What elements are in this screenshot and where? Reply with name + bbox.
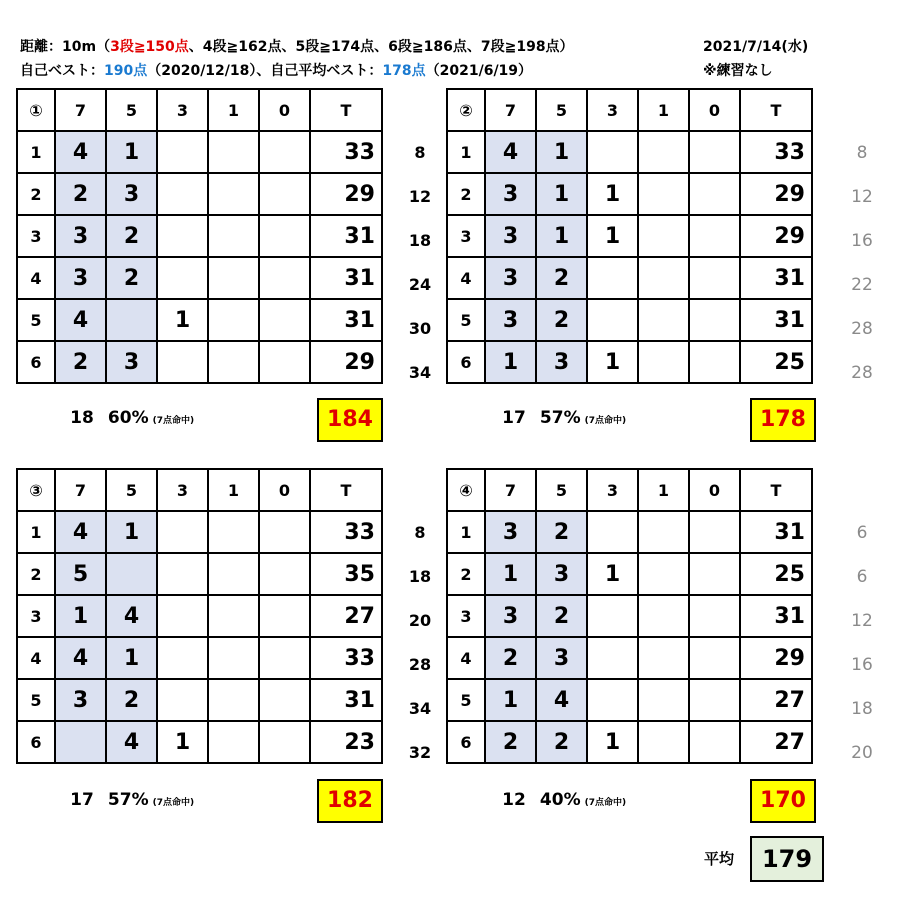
- count-5: 2: [536, 257, 587, 299]
- cumulative-hits: 6: [856, 523, 868, 543]
- count-3: [587, 511, 638, 553]
- count-5: 3: [106, 173, 157, 215]
- end-number: 5: [447, 299, 485, 341]
- count-3: [157, 553, 208, 595]
- round-4-table: [446, 468, 813, 764]
- cumulative-hits: 16: [851, 231, 873, 251]
- count-3: 1: [587, 721, 638, 763]
- round-2-label: ②: [447, 89, 485, 131]
- cumulative-hits: 6: [856, 567, 868, 587]
- count-3: [587, 637, 638, 679]
- count-1: [208, 299, 259, 341]
- table-row: [17, 257, 382, 299]
- end-number: 6: [447, 721, 485, 763]
- end-total: 25: [740, 553, 812, 595]
- col-0-header: 0: [689, 89, 740, 131]
- col-3-header: 3: [157, 469, 208, 511]
- cumulative-hits: 18: [408, 231, 432, 250]
- count-0: [689, 257, 740, 299]
- end-number: 2: [17, 173, 55, 215]
- round-3-label: ③: [17, 469, 55, 511]
- end-total: 31: [740, 511, 812, 553]
- practice-note: ※練習なし: [703, 63, 773, 79]
- count-0: [689, 215, 740, 257]
- cumulative-hits: 24: [408, 275, 432, 294]
- count-1: [208, 679, 259, 721]
- count-0: [259, 679, 310, 721]
- hit-count: 17: [70, 790, 94, 810]
- personal-best: 190点: [104, 63, 148, 79]
- session-date: 2021/7/14(水): [703, 39, 809, 55]
- count-5: 1: [106, 131, 157, 173]
- count-1: [638, 299, 689, 341]
- cumulative-hits: 8: [414, 523, 426, 542]
- table-row: [17, 299, 382, 341]
- end-total: 29: [310, 173, 382, 215]
- col-3-header: 3: [587, 469, 638, 511]
- count-1: [638, 595, 689, 637]
- cumulative-hits: 32: [408, 743, 432, 762]
- end-total: 31: [310, 299, 382, 341]
- count-5: 1: [536, 215, 587, 257]
- cumulative-hits: 8: [856, 143, 868, 163]
- end-number: 4: [447, 257, 485, 299]
- table-row: [447, 511, 812, 553]
- table-row: [17, 553, 382, 595]
- col-0-header: 0: [259, 89, 310, 131]
- count-7: 1: [485, 679, 536, 721]
- count-3: 1: [587, 173, 638, 215]
- count-0: [689, 553, 740, 595]
- end-total: 31: [740, 595, 812, 637]
- count-3: [157, 341, 208, 383]
- count-5: 2: [106, 679, 157, 721]
- count-5: [106, 553, 157, 595]
- count-5: 1: [106, 511, 157, 553]
- table-row: [447, 173, 812, 215]
- count-7: 3: [55, 257, 106, 299]
- count-7: 5: [55, 553, 106, 595]
- end-total: 35: [310, 553, 382, 595]
- table-row: [447, 637, 812, 679]
- col-3-header: 3: [587, 89, 638, 131]
- count-5: 2: [106, 215, 157, 257]
- count-7: 2: [55, 341, 106, 383]
- count-0: [259, 215, 310, 257]
- count-7: 4: [55, 131, 106, 173]
- count-5: 3: [536, 553, 587, 595]
- end-total: 31: [310, 215, 382, 257]
- count-7: 3: [55, 679, 106, 721]
- end-number: 4: [447, 637, 485, 679]
- count-3: [587, 299, 638, 341]
- table-row: [447, 595, 812, 637]
- rank-3-threshold: 3段≧150点: [110, 39, 189, 55]
- count-0: [259, 721, 310, 763]
- count-5: 2: [106, 257, 157, 299]
- count-7: 1: [485, 553, 536, 595]
- count-3: 1: [587, 341, 638, 383]
- col-5-header: 5: [536, 469, 587, 511]
- end-total: 29: [740, 637, 812, 679]
- count-3: [157, 173, 208, 215]
- col-3-header: 3: [157, 89, 208, 131]
- count-1: [638, 131, 689, 173]
- end-number: 5: [17, 679, 55, 721]
- end-total: 29: [740, 173, 812, 215]
- hit-count: 18: [70, 408, 94, 428]
- end-number: 3: [447, 215, 485, 257]
- col-total-header: T: [740, 469, 812, 511]
- count-7: 3: [485, 173, 536, 215]
- col-total-header: T: [310, 469, 382, 511]
- count-1: [638, 721, 689, 763]
- col-total-header: T: [310, 89, 382, 131]
- count-3: 1: [157, 299, 208, 341]
- hit-note: (7点命中): [152, 416, 195, 426]
- cumulative-hits: 20: [408, 611, 432, 630]
- count-3: [587, 257, 638, 299]
- table-row: [447, 553, 812, 595]
- count-7: 3: [485, 511, 536, 553]
- end-number: 1: [447, 511, 485, 553]
- count-3: [157, 637, 208, 679]
- count-1: [638, 257, 689, 299]
- end-total: 33: [310, 131, 382, 173]
- hit-percentage: 57%: [107, 790, 149, 810]
- count-3: 1: [157, 721, 208, 763]
- count-1: [638, 215, 689, 257]
- end-number: 1: [447, 131, 485, 173]
- distance-text: 距離：10m（: [20, 39, 111, 55]
- count-3: [587, 131, 638, 173]
- count-0: [689, 511, 740, 553]
- count-1: [208, 595, 259, 637]
- count-7: 4: [485, 131, 536, 173]
- table-row: [447, 679, 812, 721]
- round-4-label: ④: [447, 469, 485, 511]
- table-row: [447, 131, 812, 173]
- count-5: 3: [106, 341, 157, 383]
- end-number: 6: [447, 341, 485, 383]
- count-5: [106, 299, 157, 341]
- end-number: 2: [447, 173, 485, 215]
- count-0: [259, 299, 310, 341]
- round-2-summary: [494, 408, 626, 428]
- header-line-2: [20, 60, 532, 80]
- round-2-total: 178: [750, 398, 816, 442]
- table-row: [17, 173, 382, 215]
- count-7: 2: [55, 173, 106, 215]
- count-1: [208, 341, 259, 383]
- count-5: 2: [536, 299, 587, 341]
- end-total: 29: [740, 215, 812, 257]
- round-3-table: [16, 468, 383, 764]
- end-number: 1: [17, 131, 55, 173]
- count-1: [638, 341, 689, 383]
- count-5: 3: [536, 341, 587, 383]
- cumulative-hits: 20: [851, 743, 873, 763]
- end-total: 33: [740, 131, 812, 173]
- count-0: [259, 595, 310, 637]
- table-row: [17, 215, 382, 257]
- end-number: 6: [17, 721, 55, 763]
- round-1-label: ①: [17, 89, 55, 131]
- round-4-summary: [494, 790, 626, 810]
- round-3-total: 182: [317, 779, 383, 823]
- hit-count: 17: [502, 408, 526, 428]
- end-number: 4: [17, 637, 55, 679]
- col-7-header: 7: [55, 89, 106, 131]
- end-total: 27: [740, 721, 812, 763]
- end-number: 3: [17, 595, 55, 637]
- col-total-header: T: [740, 89, 812, 131]
- table-row: [17, 595, 382, 637]
- end-total: 31: [310, 257, 382, 299]
- count-0: [689, 299, 740, 341]
- count-3: [157, 257, 208, 299]
- count-5: 2: [536, 595, 587, 637]
- hit-percentage: 60%: [107, 408, 149, 428]
- end-total: 27: [740, 679, 812, 721]
- count-3: [587, 679, 638, 721]
- end-number: 5: [17, 299, 55, 341]
- count-0: [259, 341, 310, 383]
- count-3: [157, 595, 208, 637]
- table-row: [17, 679, 382, 721]
- end-total: 23: [310, 721, 382, 763]
- count-1: [638, 637, 689, 679]
- best-label: 自己ベスト：: [20, 63, 104, 79]
- count-5: 2: [536, 511, 587, 553]
- count-0: [689, 721, 740, 763]
- count-5: 4: [106, 595, 157, 637]
- count-7: 3: [485, 299, 536, 341]
- table-row: [17, 511, 382, 553]
- col-0-header: 0: [259, 469, 310, 511]
- cumulative-hits: 34: [408, 363, 432, 382]
- round-2-table: [446, 88, 813, 384]
- count-0: [689, 679, 740, 721]
- end-number: 2: [447, 553, 485, 595]
- col-7-header: 7: [485, 89, 536, 131]
- hit-percentage: 40%: [539, 790, 581, 810]
- count-5: 4: [536, 679, 587, 721]
- header-line-1: [20, 36, 574, 56]
- table-row: [447, 341, 812, 383]
- count-0: [689, 595, 740, 637]
- hit-percentage: 57%: [539, 408, 581, 428]
- count-3: 1: [587, 215, 638, 257]
- count-7: 3: [55, 215, 106, 257]
- count-3: [157, 215, 208, 257]
- cumulative-hits: 34: [408, 699, 432, 718]
- count-7: 4: [55, 299, 106, 341]
- cumulative-hits: 16: [851, 655, 873, 675]
- end-number: 2: [17, 553, 55, 595]
- col-1-header: 1: [208, 469, 259, 511]
- hit-note: (7点命中): [584, 798, 627, 808]
- col-5-header: 5: [106, 89, 157, 131]
- count-1: [208, 553, 259, 595]
- count-1: [208, 173, 259, 215]
- end-total: 27: [310, 595, 382, 637]
- end-total: 31: [740, 299, 812, 341]
- cumulative-hits: 12: [851, 187, 873, 207]
- hit-count: 12: [502, 790, 526, 810]
- count-5: 1: [536, 173, 587, 215]
- count-7: 2: [485, 637, 536, 679]
- count-0: [259, 257, 310, 299]
- cumulative-hits: 28: [851, 363, 873, 383]
- count-7: 4: [55, 637, 106, 679]
- table-row: [447, 215, 812, 257]
- count-7: 3: [485, 257, 536, 299]
- average-best: 178点: [382, 63, 426, 79]
- count-5: 2: [536, 721, 587, 763]
- round-1-summary: [62, 408, 194, 428]
- count-3: [157, 511, 208, 553]
- count-0: [259, 637, 310, 679]
- table-row: [447, 721, 812, 763]
- col-1-header: 1: [638, 89, 689, 131]
- count-7: 1: [55, 595, 106, 637]
- count-3: 1: [587, 553, 638, 595]
- count-0: [259, 553, 310, 595]
- rank-thresholds-text: 、4段≧162点、5段≧174点、6段≧186点、7段≧198点）: [188, 39, 574, 55]
- col-7-header: 7: [55, 469, 106, 511]
- count-7: [55, 721, 106, 763]
- personal-best-date: （2020/12/18）、自己平均ベスト：: [147, 63, 383, 79]
- average-best-date: （2021/6/19）: [425, 63, 533, 79]
- end-number: 3: [17, 215, 55, 257]
- count-7: 4: [55, 511, 106, 553]
- count-7: 3: [485, 215, 536, 257]
- round-4-total: 170: [750, 779, 816, 823]
- end-number: 1: [17, 511, 55, 553]
- hit-note: (7点命中): [152, 798, 195, 808]
- round-1-total: 184: [317, 398, 383, 442]
- table-row: [17, 637, 382, 679]
- count-1: [638, 511, 689, 553]
- table-row: [17, 721, 382, 763]
- hit-note: (7点命中): [584, 416, 627, 426]
- cumulative-hits: 30: [408, 319, 432, 338]
- col-1-header: 1: [638, 469, 689, 511]
- count-7: 3: [485, 595, 536, 637]
- count-0: [689, 173, 740, 215]
- end-number: 4: [17, 257, 55, 299]
- count-0: [689, 341, 740, 383]
- average-label: 平均: [704, 850, 735, 868]
- count-3: [157, 679, 208, 721]
- cumulative-hits: 8: [414, 143, 426, 162]
- round-3-summary: [62, 790, 194, 810]
- count-1: [208, 637, 259, 679]
- count-0: [259, 131, 310, 173]
- cumulative-hits: 28: [851, 319, 873, 339]
- count-1: [208, 131, 259, 173]
- count-1: [208, 215, 259, 257]
- count-1: [638, 553, 689, 595]
- cumulative-hits: 22: [851, 275, 873, 295]
- count-1: [208, 257, 259, 299]
- count-0: [689, 637, 740, 679]
- count-0: [689, 131, 740, 173]
- cumulative-hits: 18: [851, 699, 873, 719]
- cumulative-hits: 12: [408, 187, 432, 206]
- count-1: [208, 721, 259, 763]
- end-number: 3: [447, 595, 485, 637]
- count-7: 2: [485, 721, 536, 763]
- end-total: 33: [310, 637, 382, 679]
- table-row: [17, 131, 382, 173]
- count-5: 3: [536, 637, 587, 679]
- end-total: 31: [310, 679, 382, 721]
- end-total: 29: [310, 341, 382, 383]
- col-7-header: 7: [485, 469, 536, 511]
- count-0: [259, 511, 310, 553]
- count-1: [208, 511, 259, 553]
- count-0: [259, 173, 310, 215]
- count-7: 1: [485, 341, 536, 383]
- cumulative-hits: 28: [408, 655, 432, 674]
- table-row: [17, 341, 382, 383]
- table-row: [447, 257, 812, 299]
- cumulative-hits: 12: [851, 611, 873, 631]
- col-0-header: 0: [689, 469, 740, 511]
- cumulative-hits: 18: [408, 567, 432, 586]
- count-1: [638, 173, 689, 215]
- count-5: 4: [106, 721, 157, 763]
- end-number: 5: [447, 679, 485, 721]
- count-5: 1: [536, 131, 587, 173]
- count-5: 1: [106, 637, 157, 679]
- col-1-header: 1: [208, 89, 259, 131]
- col-5-header: 5: [106, 469, 157, 511]
- count-3: [157, 131, 208, 173]
- average-score: 179: [750, 836, 824, 882]
- round-1-table: [16, 88, 383, 384]
- end-total: 25: [740, 341, 812, 383]
- count-1: [638, 679, 689, 721]
- col-5-header: 5: [536, 89, 587, 131]
- count-3: [587, 595, 638, 637]
- end-number: 6: [17, 341, 55, 383]
- end-total: 33: [310, 511, 382, 553]
- table-row: [447, 299, 812, 341]
- end-total: 31: [740, 257, 812, 299]
